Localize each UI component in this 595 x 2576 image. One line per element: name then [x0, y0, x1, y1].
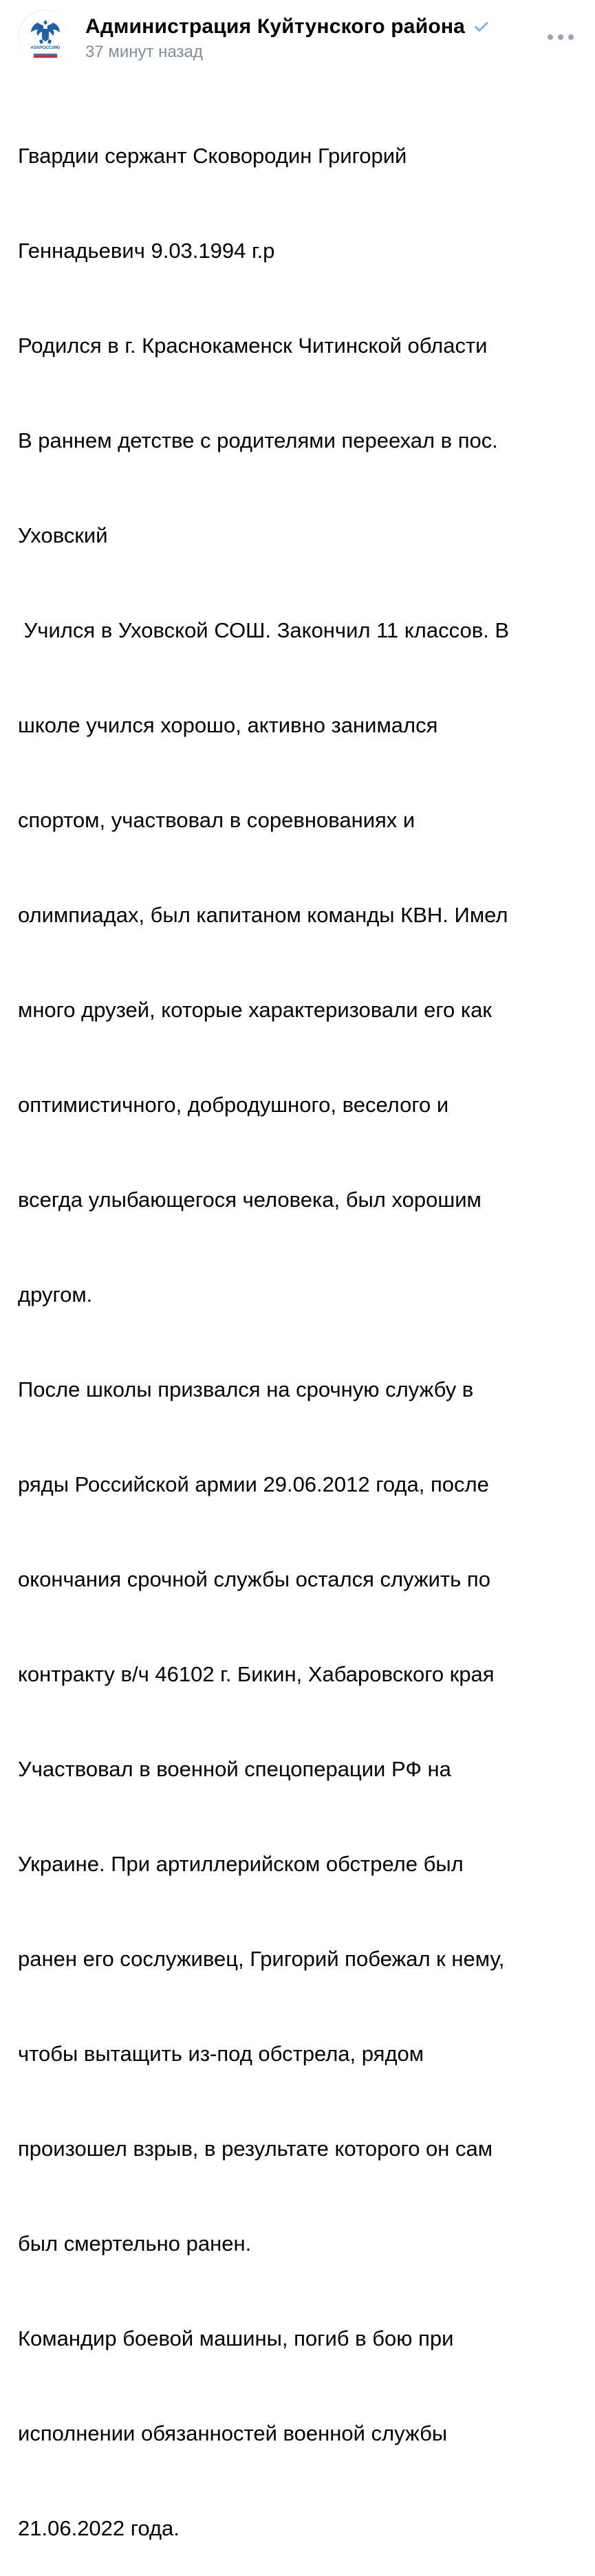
- post-line: контракту в/ч 46102 г. Бикин, Хабаровского края: [18, 1662, 495, 1686]
- post-line: ранен его сослуживец, Григорий побежал к нему,: [18, 1947, 505, 1971]
- post-line: олимпиадах, был капитаном команды КВН. Имел: [18, 903, 508, 927]
- post-line: В раннем детстве с родителями переехал в пос.: [18, 428, 498, 452]
- post-line: много друзей, которые характеризовали его как: [18, 998, 492, 1022]
- post-line: спортом, участвовал в соревнованиях и: [18, 808, 415, 832]
- post-line: Украине. При артиллерийском обстреле был: [18, 1852, 464, 1876]
- post-line: другом.: [18, 1282, 93, 1307]
- author-row: [85, 12, 491, 41]
- verified-check-icon: [472, 17, 491, 36]
- post-text: [18, 77, 578, 2576]
- post-line: ряды Российской армии 29.06.2012 года, после: [18, 1472, 489, 1496]
- author-name[interactable]: Администрация Куйтунского района: [85, 15, 466, 38]
- avatar[interactable]: [18, 10, 72, 63]
- more-horizontal-icon[interactable]: [543, 25, 578, 50]
- post-line: Геннадьевич 9.03.1994 г.р: [18, 239, 275, 263]
- avatar-caption: #ЗАРОССИЮ: [30, 45, 61, 50]
- post-line: Командир боевой машины, погиб в бою при: [18, 2326, 454, 2350]
- coat-of-arms-logo: [19, 10, 72, 64]
- post-line: Уховский: [18, 523, 108, 547]
- post-line: Гвардии сержант Сковородин Григорий: [18, 144, 407, 168]
- post-line: 21.06.2022 года.: [18, 2516, 180, 2540]
- post-line: произошел взрыв, в результате которого он сам: [18, 2137, 493, 2161]
- post-line: всегда улыбающегося человека, был хорошим: [18, 1188, 482, 1212]
- post-line: оптимистичного, добродушного, веселого и: [18, 1093, 449, 1117]
- post-line: школе учился хорошо, активно занимался: [18, 713, 438, 737]
- post-time[interactable]: 37 минут назад: [85, 43, 203, 61]
- post-line: Участвовал в военной спецоперации РФ на: [18, 1757, 451, 1781]
- post-line: Учился в Уховской СОШ. Закончил 11 классов. В: [18, 618, 510, 642]
- post-line: окончания срочной службы остался служить по: [18, 1567, 490, 1591]
- post-header: [0, 0, 595, 76]
- post-line: чтобы вытащить из-под обстрела, рядом: [18, 2042, 424, 2066]
- post-line: был смертельно ранен.: [18, 2231, 252, 2256]
- post-line: исполнении обязанностей военной службы: [18, 2421, 448, 2445]
- post-line: После школы призвался на срочную службу в: [18, 1377, 474, 1401]
- post-line: Родился в г. Краснокаменск Читинской области: [18, 334, 488, 358]
